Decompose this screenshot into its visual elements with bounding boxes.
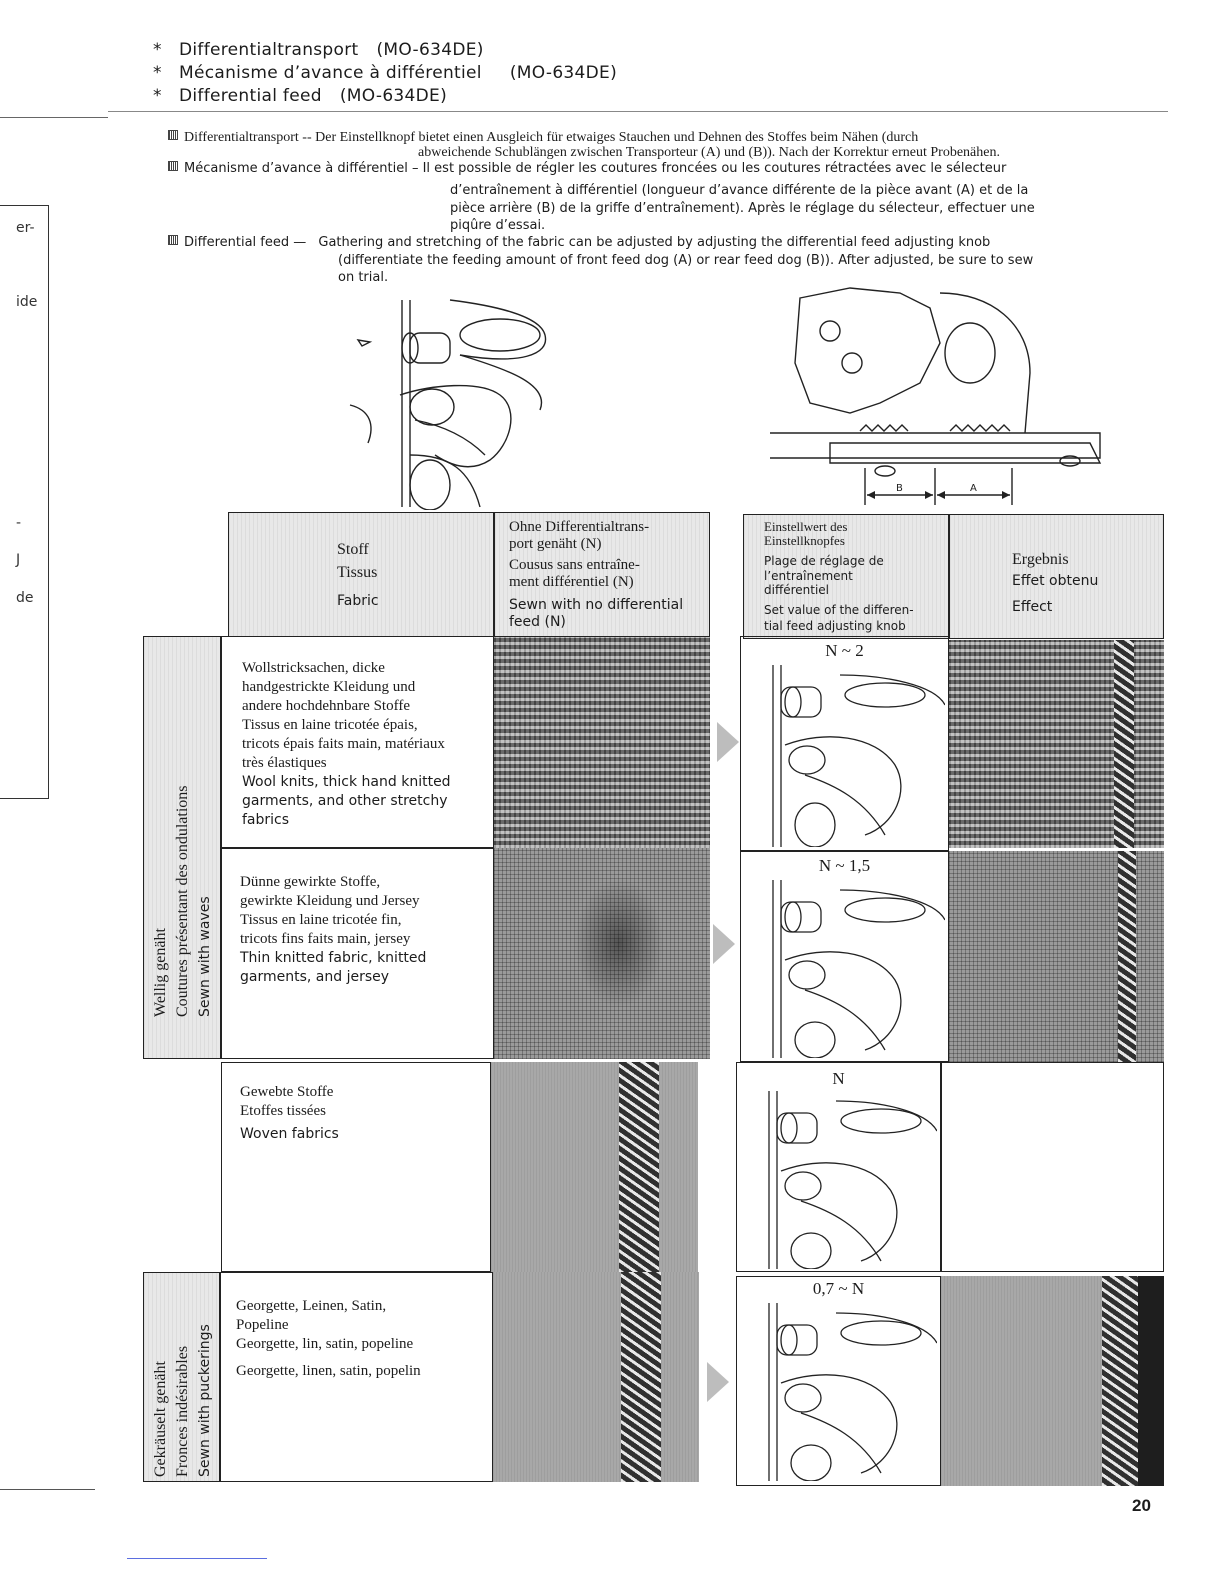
fabric-line: Popeline: [236, 1317, 289, 1333]
header-no-diff-de2: port genäht (N): [509, 536, 602, 552]
header-setting-de2: Einstellknopfes: [764, 533, 845, 548]
title-line-en: [153, 86, 447, 106]
group-puckering: [143, 1272, 221, 1482]
desc-de-line1: [168, 130, 918, 145]
group-puckering-fr: Fronces indésirables: [174, 1345, 191, 1477]
fabric-line: Etoffes tissées: [240, 1103, 326, 1119]
fabric-line: Tissus en laine tricotée fin,: [240, 912, 402, 928]
seam-stitch: [1114, 640, 1134, 848]
fabric-line: tricots fins faits main, jersey: [240, 931, 411, 947]
header-fabric: [228, 512, 494, 637]
bullet-icon: [168, 235, 178, 245]
header-no-diff-en1: Sewn with no differential: [509, 597, 684, 613]
fabric-line: Wollstricksachen, dicke: [242, 660, 385, 676]
fabric-line: Tissus en laine tricotée épais,: [242, 717, 418, 733]
title-text: Mécanisme d’avance à différentiel: [179, 63, 482, 83]
diagram-label-a: A: [970, 483, 977, 494]
fabric-line: Woven fabrics: [240, 1126, 339, 1142]
desc-fr-text: Il est possible de régler les coutures froncées ou les coutures rétractées avec le sélecteur: [422, 161, 1007, 176]
arrow-right-icon: [717, 722, 739, 762]
asterisk-icon: *: [153, 86, 162, 106]
row4-before-photo: [493, 1272, 699, 1482]
row4-setting: [736, 1276, 941, 1486]
header-setting-fr1: Plage de réglage de: [764, 554, 884, 568]
fabric-line: Thin knitted fabric, knitted: [240, 950, 427, 966]
bottom-blue-rule: [127, 1558, 267, 1559]
group-waves-de: Wellig genäht: [152, 928, 169, 1017]
model-label: (MO-634DE): [376, 40, 484, 60]
row3-setting-value: N: [832, 1069, 845, 1088]
adjacent-page-fragment: er-: [16, 220, 35, 236]
row2-fabric: [221, 848, 494, 1059]
header-setting-fr3: différentiel: [764, 583, 830, 597]
header-effect-de: Ergebnis: [1012, 551, 1069, 568]
row2-before-photo: [494, 848, 710, 1059]
desc-fr-line2: d’entraînement à différentiel (longueur d’avance différente de la pièce avant (A) et de la: [450, 183, 1029, 198]
fabric-line: garments, and other stretchy: [242, 793, 448, 809]
header-no-diff-fr1: Cousus sans entraîne-: [509, 557, 640, 573]
desc-fr-label: Mécanisme d’avance à différentiel –: [184, 161, 419, 176]
fabric-line: fabrics: [242, 812, 290, 828]
row4-fabric: [219, 1272, 493, 1482]
group-puckering-en: Sewn with puckerings: [197, 1324, 213, 1477]
page-number: 20: [1132, 1496, 1151, 1515]
arrow-right-icon: [707, 1362, 729, 1402]
header-setting-fr2: l’entraînement: [764, 569, 853, 583]
fabric-line: tricots épais faits main, matériaux: [242, 736, 445, 752]
group-waves-fr: Coutures présentant des ondulations: [174, 785, 191, 1017]
desc-de-label: Differentialtransport --: [184, 130, 312, 145]
fabric-line: Dünne gewirkte Stoffe,: [240, 874, 381, 890]
header-fabric-en: Fabric: [337, 593, 379, 609]
desc-de-text: Der Einstellknopf bietet einen Ausgleich für etwaiges Stauchen und Dehnen des Stoffes beim Nähen (durch: [315, 130, 919, 145]
bullet-icon: [168, 130, 178, 140]
desc-fr-line4: piqûre d’essai.: [450, 218, 546, 233]
desc-de-line2: abweichende Schublängen zwischen Transporteur (A) und (B)). Nach der Korrektur erneut Probenähen.: [418, 145, 1000, 160]
row1-after-photo: [949, 640, 1164, 848]
fabric-line: handgestrickte Kleidung und: [242, 679, 416, 695]
header-setting-en1: Set value of the differen-: [764, 603, 914, 617]
adjacent-page-fragment: J: [16, 552, 21, 568]
adjacent-page-fragment: de: [16, 590, 34, 606]
desc-fr-line3: pièce arrière (B) de la griffe d’entraînement). Après le réglage du sélecteur, effectuer une: [450, 201, 1035, 216]
seam-stitch: [619, 1062, 659, 1272]
fabric-line: garments, and jersey: [240, 969, 390, 985]
desc-en-line2: (differentiate the feeding amount of front feed dog (A) or rear feed dog (B)). After adjusted, be sure to sew: [338, 253, 1034, 268]
bottom-left-rule: [0, 1489, 95, 1490]
desc-en-text: Gathering and stretching of the fabric can be adjusted by adjusting the differential feed adjusting knob: [318, 235, 991, 250]
desc-fr-line1: [168, 161, 1006, 176]
seam-stitch: [1102, 1276, 1138, 1486]
dial-hand-icon: [741, 1303, 937, 1481]
row3-photo: [491, 1062, 698, 1272]
adjacent-page-fragment: -: [16, 515, 22, 531]
dial-hand-icon: [741, 1091, 937, 1269]
asterisk-icon: *: [153, 63, 162, 83]
header-setting: [743, 514, 949, 639]
row2-setting: [740, 851, 949, 1062]
row1-setting: [740, 636, 949, 851]
fabric-line: Georgette, lin, satin, popeline: [236, 1336, 414, 1352]
header-effect-fr: Effet obtenu: [1012, 573, 1099, 589]
header-fabric-fr: Tissus: [337, 564, 378, 581]
title-text: Differentialtransport: [179, 40, 359, 60]
row1-fabric: [221, 636, 494, 848]
wave-shadow: [574, 878, 664, 1008]
model-label: (MO-634DE): [339, 86, 448, 106]
header-no-diff-fr2: ment différentiel (N): [509, 574, 634, 590]
row2-after-photo: [949, 851, 1164, 1062]
model-label: (MO-634DE): [509, 63, 618, 83]
header-no-diff-en2: feed (N): [509, 614, 566, 630]
desc-en-line1: [168, 235, 990, 250]
fabric-line: Gewebte Stoffe: [240, 1084, 334, 1100]
fabric-line: Georgette, Leinen, Satin,: [236, 1298, 387, 1314]
dial-hand-icon: [745, 665, 945, 847]
header-effect-en: Effect: [1012, 599, 1053, 615]
row4-setting-value: 0,7 ~ N: [812, 1279, 865, 1298]
header-setting-en2: tial feed adjusting knob: [764, 619, 906, 633]
row3-effect-empty: [941, 1062, 1164, 1272]
fabric-line: Wool knits, thick hand knitted: [242, 774, 451, 790]
diagram-label-b: B: [896, 483, 903, 494]
photo-dark-edge: [1138, 1276, 1164, 1486]
seam-stitch: [621, 1272, 661, 1482]
row1-before-photo: [494, 637, 710, 848]
title-text: Differential feed: [179, 86, 322, 106]
row2-setting-value: N ~ 1,5: [818, 856, 871, 875]
header-setting-de1: Einstellwert des: [764, 519, 848, 534]
group-waves: [143, 636, 221, 1059]
header-effect: [949, 514, 1164, 639]
row4-after-photo: [941, 1276, 1164, 1486]
row1-setting-value: N ~ 2: [825, 641, 864, 660]
header-no-diff-de1: Ohne Differentialtrans-: [509, 519, 650, 535]
title-line-fr: [153, 63, 617, 83]
left-rule: [0, 117, 108, 118]
header-no-diff: [494, 512, 710, 637]
feed-dog-illustration: [770, 283, 1120, 513]
fabric-line: Georgette, linen, satin, popelin: [236, 1363, 421, 1379]
fabric-line: andere hochdehnbare Stoffe: [242, 698, 410, 714]
row3-setting: [736, 1062, 941, 1272]
dial-hand-icon: [745, 880, 945, 1058]
row3-fabric: [221, 1062, 491, 1272]
group-puckering-de: Gekräuselt genäht: [152, 1361, 169, 1477]
fabric-line: très élastiques: [242, 755, 327, 771]
title-line-de: [153, 40, 484, 60]
header-fabric-de: Stoff: [337, 541, 369, 558]
hand-dial-illustration: [340, 295, 560, 510]
seam-stitch: [1118, 851, 1136, 1062]
header-rule: [108, 111, 1168, 112]
arrow-right-icon: [713, 924, 735, 964]
desc-en-line3: on trial.: [338, 270, 389, 285]
fabric-line: gewirkte Kleidung und Jersey: [240, 893, 420, 909]
desc-en-label: Differential feed —: [184, 235, 307, 250]
asterisk-icon: *: [153, 40, 162, 60]
adjacent-page-fragment: ide: [16, 294, 38, 310]
bullet-icon: [168, 161, 178, 171]
group-waves-en: Sewn with waves: [197, 896, 213, 1017]
